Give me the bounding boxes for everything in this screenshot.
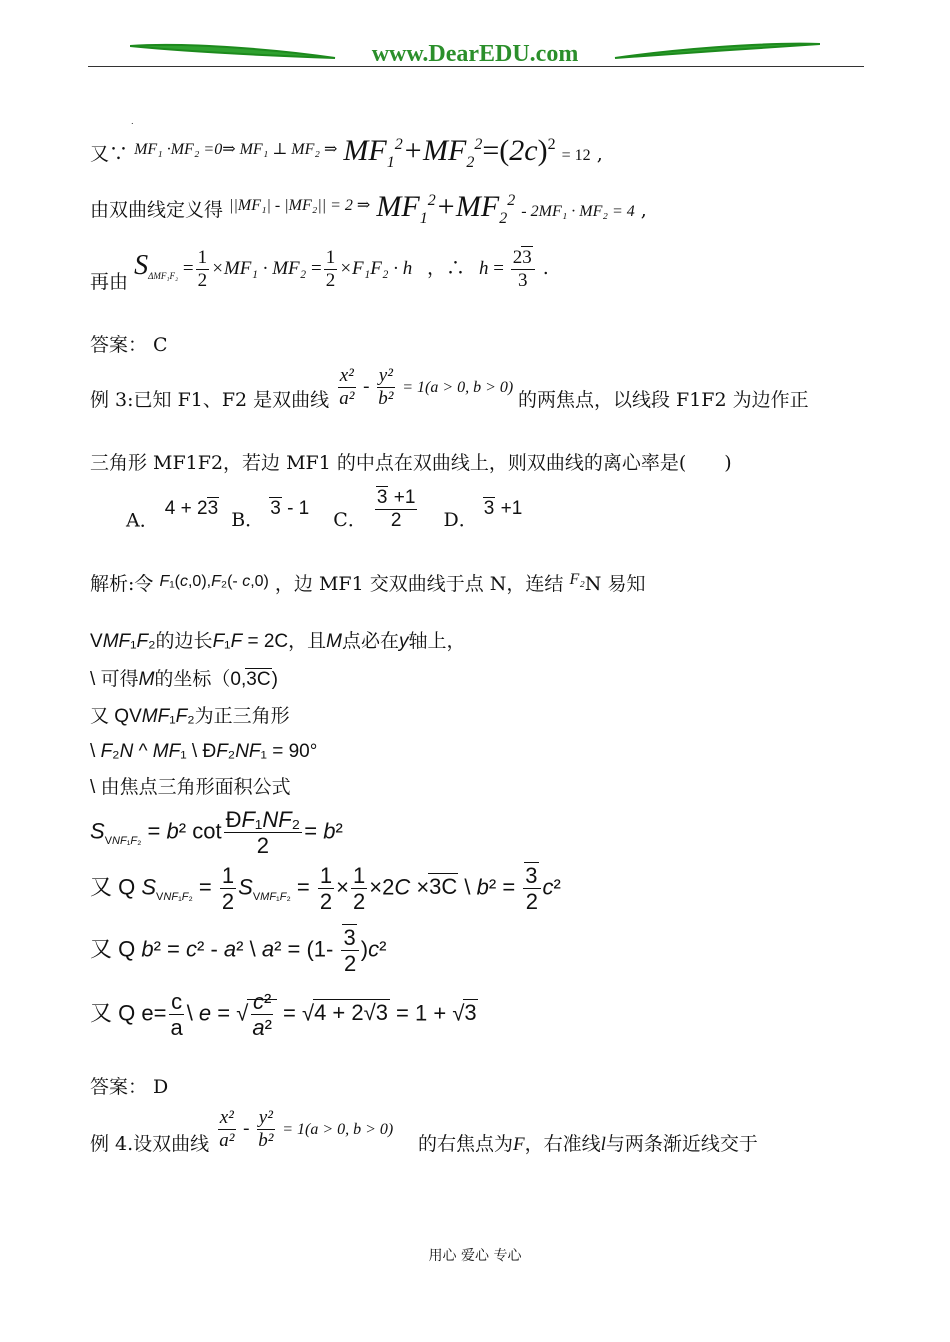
line2-math: ||MF₁| - |MF₂|| = 2 ⇒ [229,197,371,214]
solution-step4: \ F₂N ^ MF₁ \ ÐF₂NF₁ = 90° [90,741,318,762]
line2-eq: - 2MF₁ · MF₂ = 4 [521,203,635,220]
sol-intro-tail: ，边 MF1 交双曲线于点 N，连结 [274,573,564,595]
line2-sum: $MF_1^2+MF_2^2$ [376,190,516,227]
options-row [126,488,522,531]
formula-a-squared: 又 Q b² = c² - a² \ a² = (1- $\frac{3}{2}$ )c² [90,925,387,977]
option-b-label: B． [231,509,265,532]
answer-c: 答案： C [90,334,168,356]
solution-step3: 又 QVMF₁F₂为正三角形 [90,705,290,727]
foci-coords: F₁(c,0),F₂(- c,0) [159,573,269,590]
example3-line1 [90,366,809,410]
right-swoosh-icon [615,44,820,58]
footer-slogan: 用心 爱心 专心 [428,1248,522,1264]
example3-line2: 三角形 MF1F2，若边 MF1 的中点在双曲线上，则双曲线的离心率是( ) [90,452,732,474]
solution-step2: \ 可得M的坐标（0,3C) [90,668,278,690]
ex3-lead: 例 3:已知 F1、F2 是双曲线 [90,388,330,411]
option-d-label: D． [443,509,478,532]
ex3-hyperbola: $\frac{\text{x²}}{\text{a²}}$ - $\frac{\text{y²}}{\text{b²}}$ = 1(a > 0, b > 0) [339,365,514,409]
sol-intro-lead: 解析:令 [90,573,154,595]
line2-lead: 由双曲线定义得 [90,199,224,221]
ex4-lead: 例 4.设双曲线 [90,1132,210,1155]
ex3-tail: 的两焦点，以线段 F1F2 为边作正 [517,388,809,411]
header-rule [88,66,864,67]
line1-sum: $MF_1^2+MF_2^2=(2c)^2$ [343,134,556,171]
option-d-value: 3 +1 [483,498,523,520]
line-area: 再由 $S_{\Delta MF_1F_2}$ = $\frac{1}{2}$ ×MF₁ · MF₂ = $\frac{1}{2}$ ×F₁F₂ · h ，∴ h = $\frac{23}{3}$ . [90,247,549,293]
formula-eccentricity: 又 Q e= $\frac{c}{a}$ \ e = √ $\frac{\text{c²}}{\text{a²}}$ = √4 + 2√3 = 1 + √3 [90,989,477,1041]
line1-eq: = 12 [561,147,591,164]
example4-line [90,1108,758,1154]
option-b-value: 3 - 1 [270,498,310,520]
option-a-label: A． [126,509,159,532]
line-perpendicular [90,136,603,171]
line1-math: MF₁ ·MF₂ =0⇒ MF₁ ⊥ MF₂ ⇒ [134,141,338,158]
solution-step1: VMF₁F₂的边长F₁F = 2C，且M点必在y轴上， [90,630,466,652]
line3-tail: . [542,256,549,279]
ex4-hyperbola: $\frac{\text{x²}}{\text{a²}}$ - $\frac{\text{y²}}{\text{b²}}$ = 1(a > 0, b > 0) [219,1107,394,1151]
solution-step5: \ 由焦点三角形面积公式 [90,776,291,798]
option-c-value: $\frac{3 +1}{2}$ [376,487,416,531]
line-definition [90,192,647,227]
solution-intro: 解析:令 $^{F_1(c,0),F_2(- c,0)}$ ，边 MF1 交双曲线于点 N，连结 $^{F_2}$N 易知 [90,571,646,595]
dot-mark: . [131,117,134,126]
site-name: www.DearEDU.com [371,41,579,67]
h-value: h = $\frac{23}{3}$ [479,258,537,279]
option-c-label: C． [333,509,367,532]
ex4-tail: 的右焦点为F，右准线l与两条渐近线交于 [418,1132,758,1155]
answer-d: 答案： D [90,1076,169,1098]
area-formula: $S_{\Delta MF_1F_2}$ = $\frac{1}{2}$ ×MF₁ · MF₂ = $\frac{1}{2}$ ×F₁F₂ · h [134,247,417,291]
formula-area-cot: $S_{VNF_1F_2} = b^2$ cot $\frac{\text{ÐF₁NF₂}}{2}$ = b² [90,807,343,859]
line3-lead: 再由 [90,270,129,293]
line1-tail: , [596,143,603,165]
formula-area-equal: 又 Q $S_{VNF_1F_2}$ = $\frac{1}{2}$ $S_{VMF_1F_2}$ = $\frac{1}{2}$ × $\frac{1}{2}$ ×2C ×3C \ b² = $\frac{3}{2}$ c² [90,863,561,915]
option-a-value: 4 + 23 [164,498,219,520]
line1-lead: 又∵ [90,143,129,165]
line2-tail: , [640,199,647,221]
left-swoosh-icon [130,45,335,58]
